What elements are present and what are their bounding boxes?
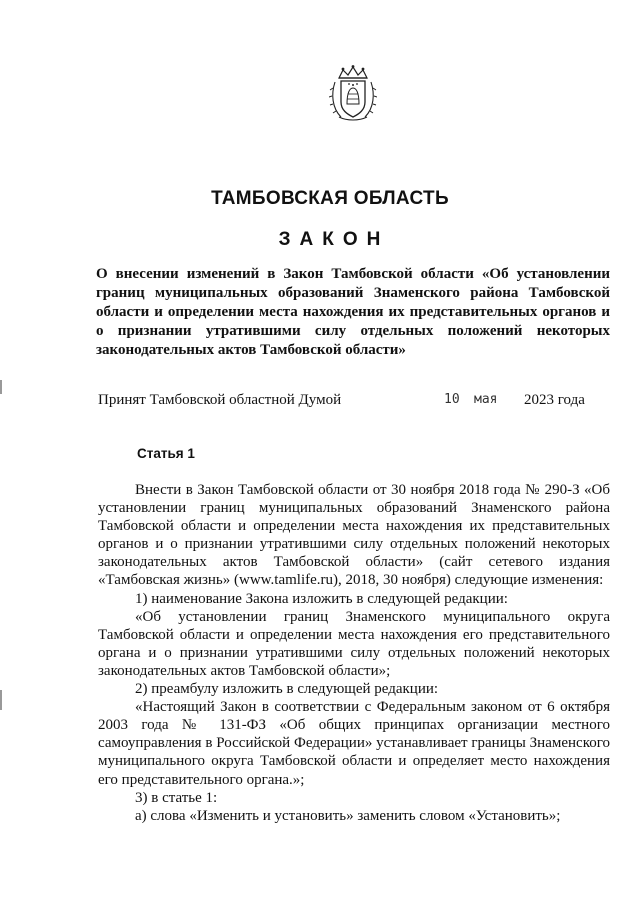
document-type: ЗАКОН xyxy=(278,229,390,250)
paragraph: «Настоящий Закон в соответствии с Федеральным законом от 6 октября 2003 года № 131-ФЗ «Об общих принципах организации местного самоуправления в Российской Федерации» устанавливает границы Знаменского муниципального округа Тамбовской области и определяет место нахождения его представительного органа.»; xyxy=(98,699,610,788)
paragraph: «Об установлении границ Знаменского муниципального округа Тамбовской области и определении места нахождения его представительного органа и о признании утратившими силу отдельных положений некоторых законодательных актов Тамбовской области»; xyxy=(98,608,610,679)
coat-of-arms-icon xyxy=(329,64,377,122)
scan-edge-mark xyxy=(0,380,2,394)
paragraph: 3) в статье 1: xyxy=(135,789,218,806)
paragraph: 2) преамбулу изложить в следующей редакции: xyxy=(135,681,439,698)
adoption-line xyxy=(98,392,590,412)
adoption-month: мая xyxy=(474,392,498,407)
article-title: Статья 1 xyxy=(137,446,195,461)
region-name: ТАМБОВСКАЯ ОБЛАСТЬ xyxy=(211,188,449,209)
paragraph: а) слова «Изменить и установить» заменить словом «Установить»; xyxy=(135,807,561,824)
paragraph: 1) наименование Закона изложить в следующей редакции: xyxy=(135,590,508,607)
adoption-text: Принят Тамбовской областной Думой xyxy=(98,392,342,408)
law-title: О внесении изменений в Закон Тамбовской области «Об установлении границ муниципальных образований Знаменского района Тамбовской области и определении места нахождения их представительных органов и о признании утратившими силу отдельных положений некоторых законодательных актов Тамбовской области» xyxy=(96,266,610,358)
article-body xyxy=(98,481,610,825)
adoption-day: 10 xyxy=(444,392,460,407)
scan-edge-mark xyxy=(0,690,2,710)
adoption-year: 2023 года xyxy=(524,392,585,408)
paragraph: Внести в Закон Тамбовской области от 30 ноября 2018 года № 290-З «Об установлении границ муниципальных образований Знаменского района Тамбовской области и определении места нахождения их представительных органов и о признании утратившими силу отдельных положений некоторых законодательных актов Тамбовской области» (сайт сетевого издания «Тамбовская жизнь» (www.tamlife.ru), 2018, 30 ноября) следующие изменения: xyxy=(98,482,610,589)
